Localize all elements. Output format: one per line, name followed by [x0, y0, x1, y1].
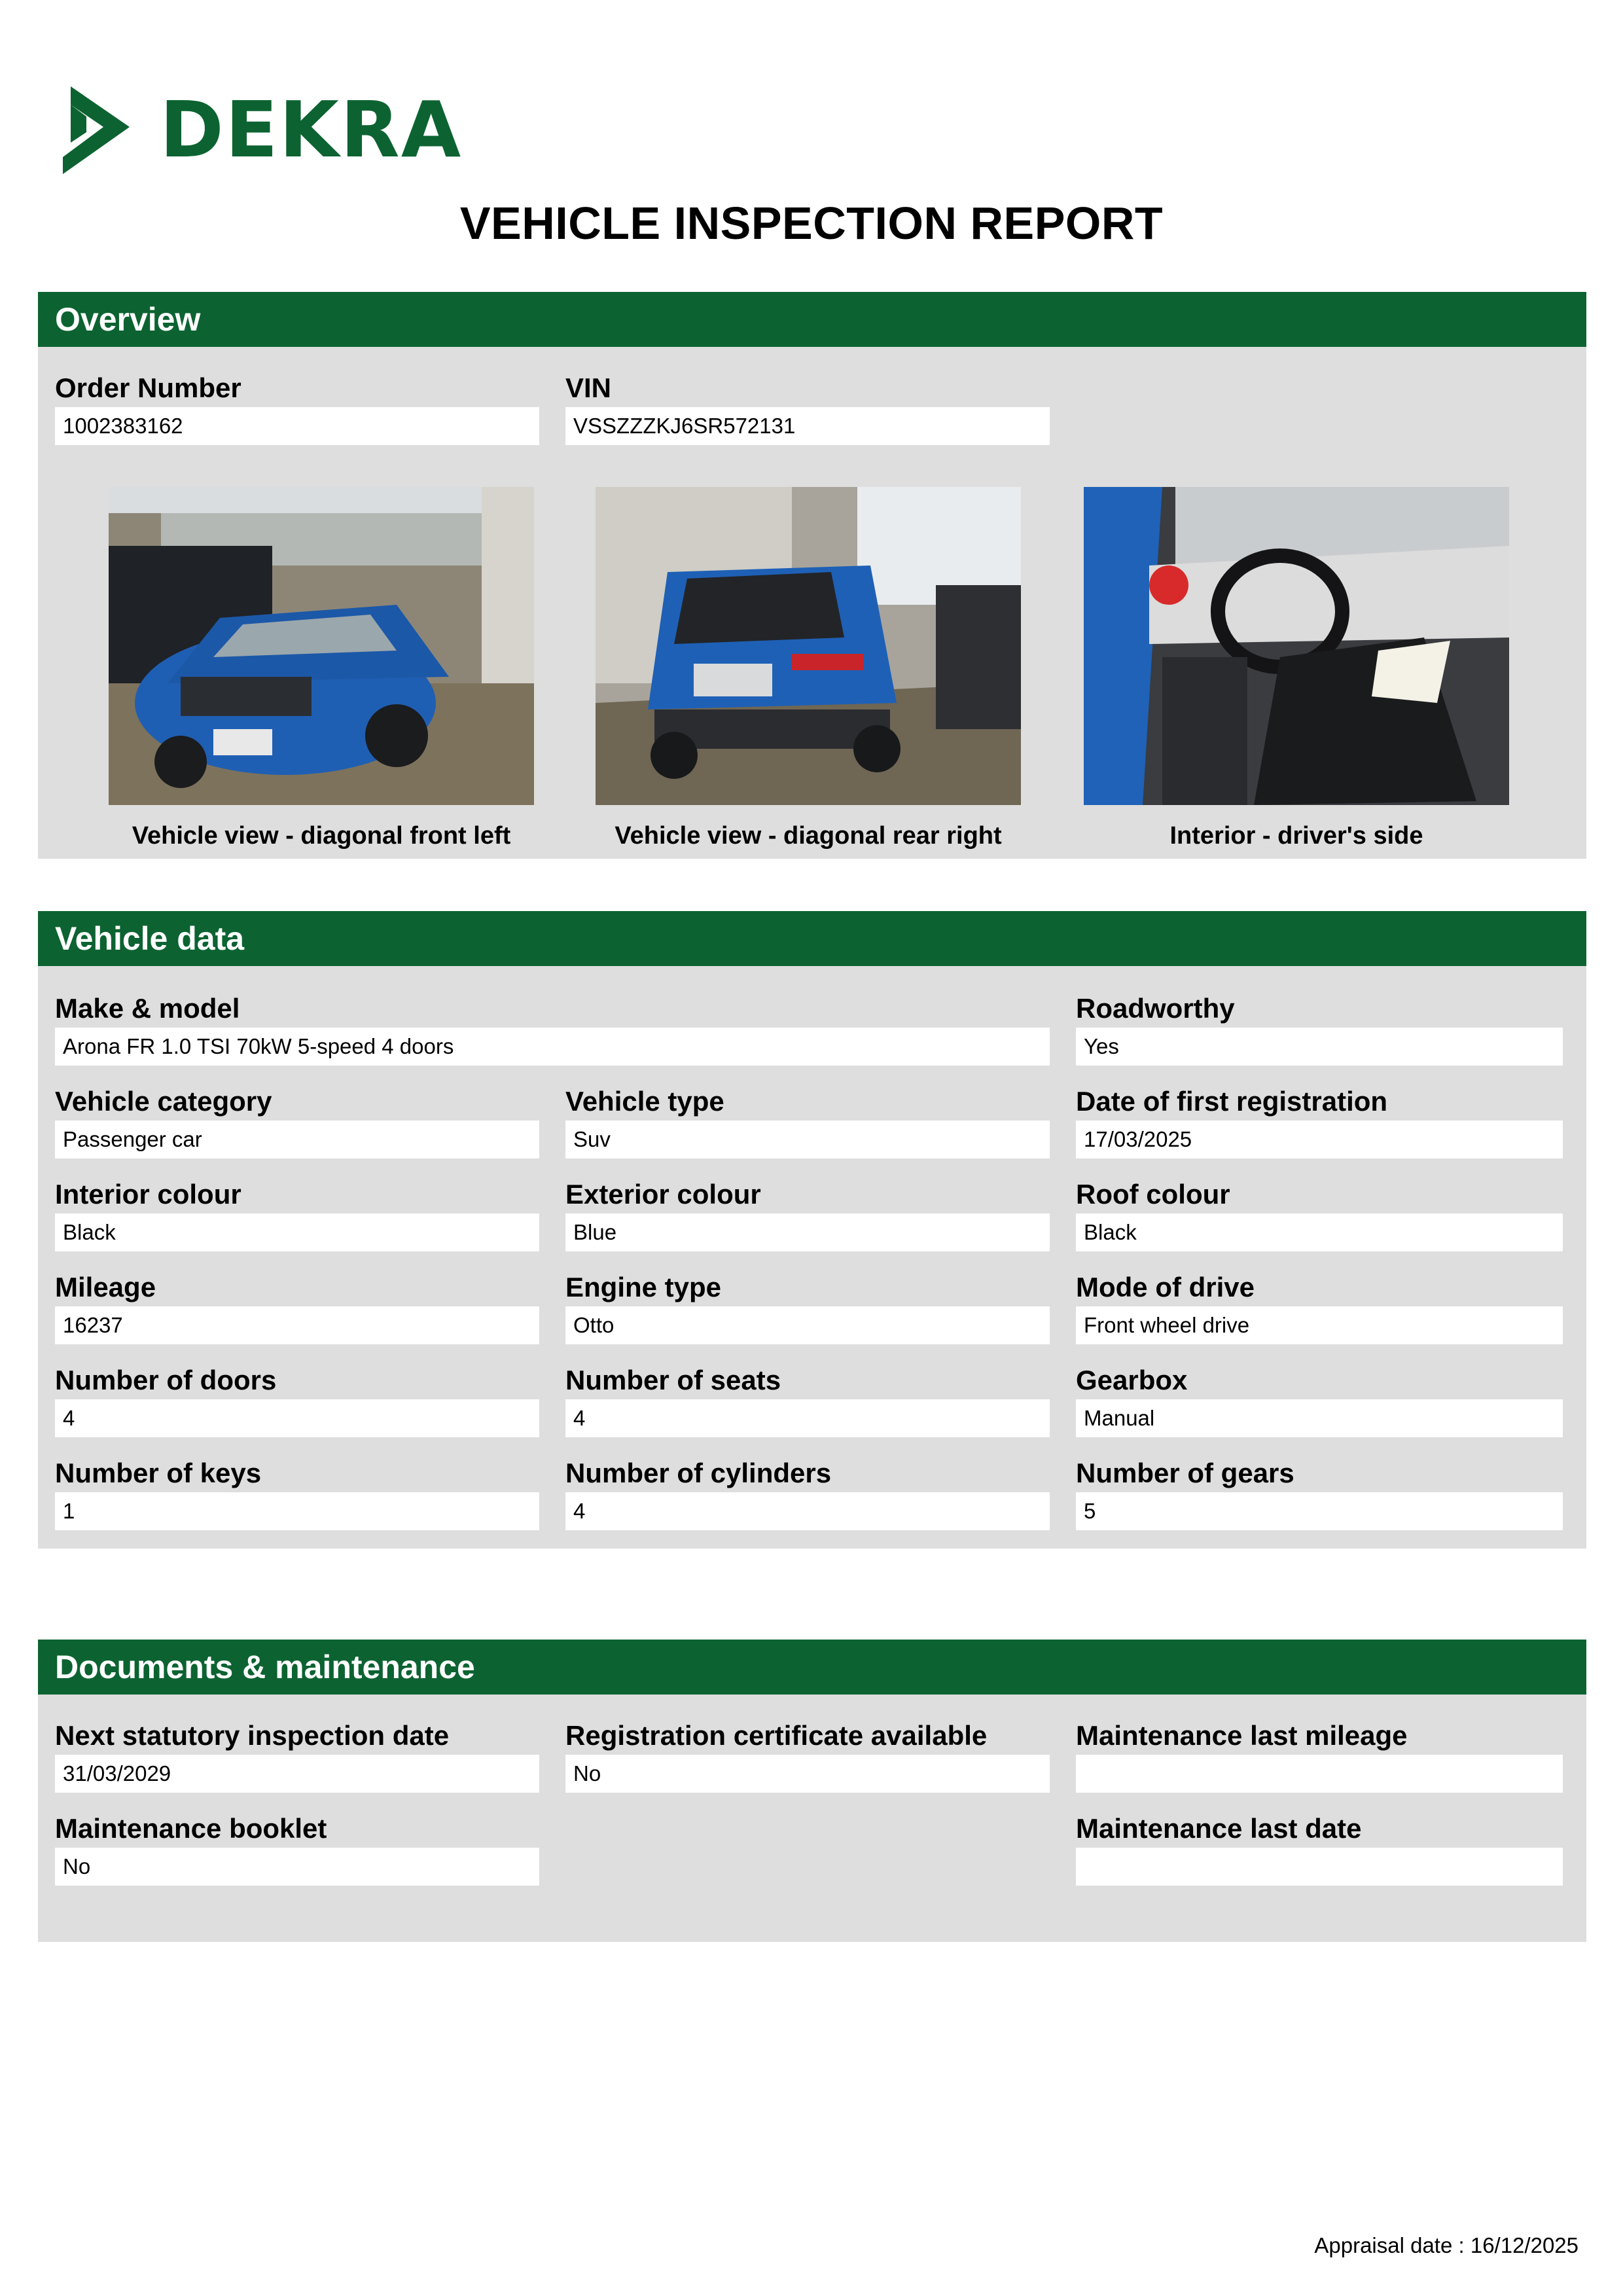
- vehicle-data-heading: Vehicle data: [38, 911, 1586, 966]
- registration-certificate-field: [565, 1722, 1050, 1793]
- gearbox-field: [1076, 1367, 1563, 1437]
- cylinders-value: 4: [565, 1492, 1050, 1530]
- photo-front-left[interactable]: [109, 487, 534, 805]
- photo-interior-caption: Interior - driver's side: [1169, 822, 1423, 850]
- documents-section: [38, 1640, 1586, 1942]
- maintenance-booklet-field: [55, 1815, 539, 1886]
- next-inspection-value: 31/03/2029: [55, 1755, 539, 1793]
- page-title: VEHICLE INSPECTION REPORT: [459, 198, 1164, 249]
- roadworthy-field: [1076, 995, 1563, 1066]
- documents-heading: Documents & maintenance: [38, 1640, 1586, 1695]
- interior-colour-value: Black: [55, 1213, 539, 1251]
- roof-colour-value: Black: [1076, 1213, 1563, 1251]
- doors-field: [55, 1367, 539, 1437]
- roof-colour-field: [1076, 1181, 1563, 1251]
- dekra-logo: [60, 84, 462, 175]
- registration-certificate-value: No: [565, 1755, 1050, 1793]
- mileage-label: Mileage: [55, 1272, 156, 1302]
- exterior-colour-label: Exterior colour: [565, 1179, 761, 1210]
- engine-type-field: [565, 1274, 1050, 1344]
- vin-value: VSSZZZKJ6SR572131: [565, 407, 1050, 445]
- roadworthy-value: Yes: [1076, 1028, 1563, 1066]
- gears-value: 5: [1076, 1492, 1563, 1530]
- interior-colour-field: [55, 1181, 539, 1251]
- seats-label: Number of seats: [565, 1365, 781, 1395]
- dekra-chevron-logo-icon: [60, 84, 134, 175]
- roadworthy-label: Roadworthy: [1076, 993, 1235, 1024]
- vehicle-type-field: [565, 1088, 1050, 1158]
- make-model-value: Arona FR 1.0 TSI 70kW 5-speed 4 doors: [55, 1028, 1050, 1066]
- gears-label: Number of gears: [1076, 1458, 1294, 1488]
- exterior-colour-field: [565, 1181, 1050, 1251]
- brand-name: DEKRA: [160, 84, 463, 175]
- engine-type-label: Engine type: [565, 1272, 722, 1302]
- registration-certificate-label: Registration certificate available: [565, 1720, 988, 1751]
- gears-field: [1076, 1460, 1563, 1530]
- photo-rear-right[interactable]: [596, 487, 1021, 805]
- order-number-label: Order Number: [55, 372, 241, 403]
- mode-of-drive-field: [1076, 1274, 1563, 1344]
- maintenance-last-mileage-value: [1076, 1755, 1563, 1793]
- overview-heading: Overview: [38, 292, 1586, 347]
- exterior-colour-value: Blue: [565, 1213, 1050, 1251]
- maintenance-booklet-label: Maintenance booklet: [55, 1813, 327, 1844]
- next-inspection-label: Next statutory inspection date: [55, 1720, 450, 1751]
- interior-colour-label: Interior colour: [55, 1179, 241, 1210]
- first-registration-field: [1076, 1088, 1563, 1158]
- vehicle-category-field: [55, 1088, 539, 1158]
- next-inspection-field: [55, 1722, 539, 1793]
- mode-of-drive-value: Front wheel drive: [1076, 1306, 1563, 1344]
- first-registration-label: Date of first registration: [1076, 1086, 1388, 1117]
- make-model-field: [55, 995, 1050, 1066]
- maintenance-last-mileage-label: Maintenance last mileage: [1076, 1720, 1408, 1751]
- vehicle-category-label: Vehicle category: [55, 1086, 272, 1117]
- seats-value: 4: [565, 1399, 1050, 1437]
- mode-of-drive-label: Mode of drive: [1076, 1272, 1255, 1302]
- gearbox-value: Manual: [1076, 1399, 1563, 1437]
- photo-interior[interactable]: [1084, 487, 1509, 805]
- keys-label: Number of keys: [55, 1458, 262, 1488]
- photo-front-left-caption: Vehicle view - diagonal front left: [132, 822, 511, 850]
- overview-section: [38, 292, 1586, 859]
- vehicle-type-value: Suv: [565, 1121, 1050, 1158]
- appraisal-date: Appraisal date : 16/12/2025: [1314, 2233, 1578, 2257]
- order-number-field: [55, 374, 539, 445]
- vehicle-type-label: Vehicle type: [565, 1086, 724, 1117]
- order-number-value: 1002383162: [55, 407, 539, 445]
- mileage-value: 16237: [55, 1306, 539, 1344]
- mileage-field: [55, 1274, 539, 1344]
- vin-field: [565, 374, 1050, 445]
- photo-rear-right-caption: Vehicle view - diagonal rear right: [615, 822, 1002, 850]
- cylinders-field: [565, 1460, 1050, 1530]
- make-model-label: Make & model: [55, 993, 240, 1024]
- maintenance-last-date-label: Maintenance last date: [1076, 1813, 1362, 1844]
- vin-label: VIN: [565, 372, 612, 403]
- maintenance-booklet-value: No: [55, 1848, 539, 1886]
- gearbox-label: Gearbox: [1076, 1365, 1188, 1395]
- maintenance-last-date-field: [1076, 1815, 1563, 1886]
- first-registration-value: 17/03/2025: [1076, 1121, 1563, 1158]
- roof-colour-label: Roof colour: [1076, 1179, 1230, 1210]
- seats-field: [565, 1367, 1050, 1437]
- cylinders-label: Number of cylinders: [565, 1458, 832, 1488]
- maintenance-last-mileage-field: [1076, 1722, 1563, 1793]
- maintenance-last-date-value: [1076, 1848, 1563, 1886]
- doors-label: Number of doors: [55, 1365, 277, 1395]
- engine-type-value: Otto: [565, 1306, 1050, 1344]
- doors-value: 4: [55, 1399, 539, 1437]
- keys-field: [55, 1460, 539, 1530]
- vehicle-category-value: Passenger car: [55, 1121, 539, 1158]
- keys-value: 1: [55, 1492, 539, 1530]
- vehicle-data-section: [38, 911, 1586, 1549]
